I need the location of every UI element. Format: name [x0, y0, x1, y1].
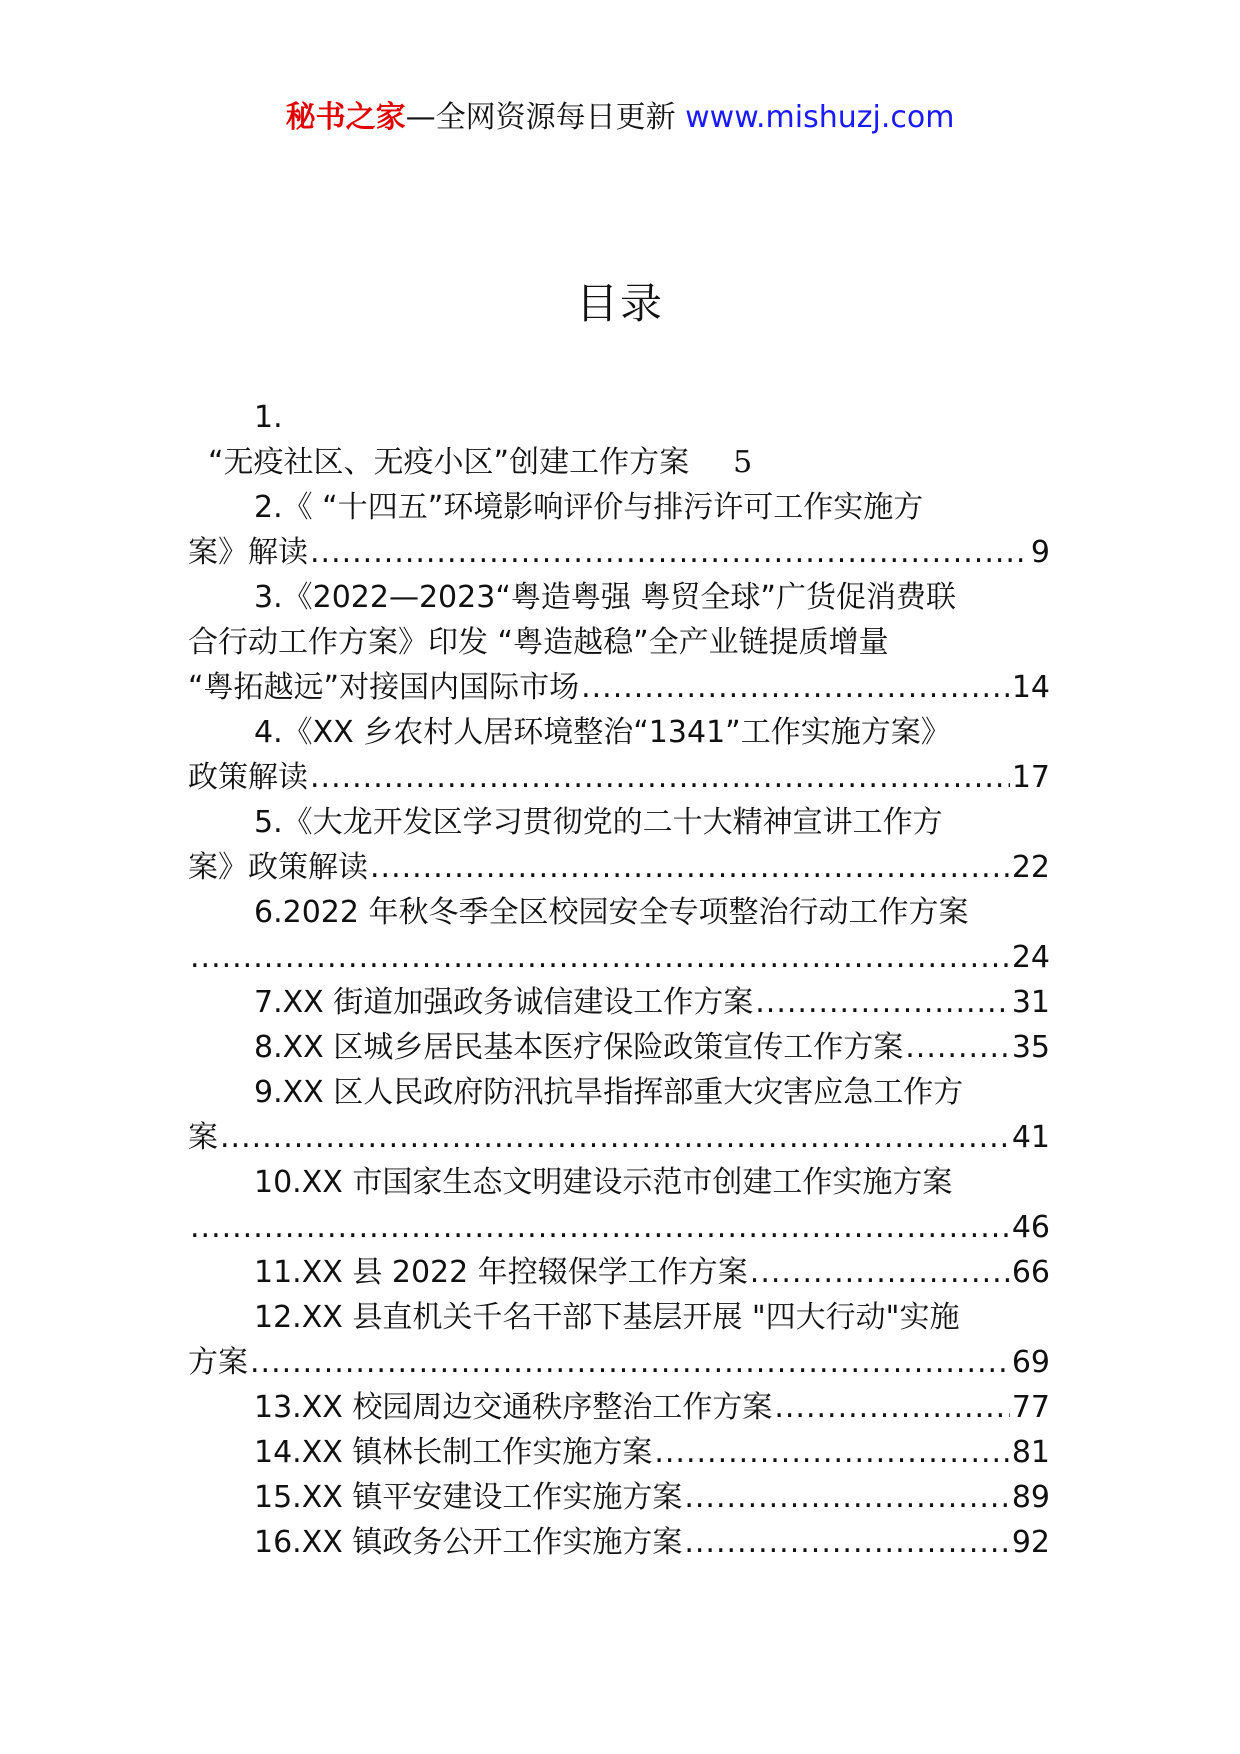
- toc-entry-6-line-2[interactable]: [188, 935, 1050, 980]
- toc-entry-10-line-1[interactable]: [188, 1160, 1050, 1205]
- dot-leader: [370, 845, 1010, 890]
- toc-entry-text: 2.《 “十四五”环境影响评价与排污许可工作实施方: [254, 490, 924, 525]
- dot-leader: [684, 1475, 1009, 1520]
- table-of-contents: [188, 395, 1050, 1565]
- toc-entry-1-line-1[interactable]: [188, 395, 1050, 440]
- dot-leader: [684, 1520, 1009, 1565]
- toc-entry-13[interactable]: [188, 1385, 1050, 1430]
- toc-page-number: 9: [1030, 535, 1050, 570]
- toc-entry-text: 9.XX 区人民政府防汛抗旱指挥部重大灾害应急工作方: [254, 1075, 964, 1110]
- toc-page-number: 22: [1011, 850, 1050, 885]
- toc-entry-4-line-2[interactable]: [188, 755, 1050, 800]
- toc-page-number: 24: [1011, 940, 1050, 975]
- dot-leader: [755, 980, 1010, 1025]
- dot-leader: [220, 1115, 1010, 1160]
- toc-entry-9-line-2[interactable]: [188, 1115, 1050, 1160]
- toc-page-number: 5: [733, 445, 753, 480]
- toc-entry-1-line-2[interactable]: [188, 440, 1050, 485]
- toc-entry-text: “无疫社区、无疫小区”创建工作方案: [208, 445, 690, 480]
- toc-entry-text: 11.XX 县 2022 年控辍保学工作方案: [254, 1255, 748, 1290]
- page-title: 目录: [575, 279, 664, 328]
- toc-entry-text: 案: [188, 1120, 218, 1155]
- toc-page-number: 77: [1011, 1390, 1050, 1425]
- toc-entry-text: 1.: [254, 400, 283, 435]
- toc-page-number: 66: [1011, 1255, 1050, 1290]
- toc-entry-10-line-2[interactable]: [188, 1205, 1050, 1250]
- toc-entry-2-line-1[interactable]: [188, 485, 1050, 530]
- toc-entry-3-line-2[interactable]: [188, 620, 1050, 665]
- dot-leader: [774, 1385, 1009, 1430]
- toc-entry-12-line-1[interactable]: [188, 1295, 1050, 1340]
- dot-leader: [905, 1025, 1010, 1070]
- toc-page-number: 17: [1011, 760, 1050, 795]
- toc-entry-text: 14.XX 镇林长制工作实施方案: [254, 1435, 653, 1470]
- toc-entry-text: 3.《2022—2023“粤造粤强 粤贸全球”广货促消费联: [254, 580, 956, 615]
- dot-leader: [310, 755, 1010, 800]
- toc-entry-2-line-2[interactable]: [188, 530, 1050, 575]
- toc-entry-text: 8.XX 区城乡居民基本医疗保险政策宣传工作方案: [254, 1030, 904, 1065]
- toc-entry-6-line-1[interactable]: [188, 890, 1050, 935]
- toc-entry-text: 15.XX 镇平安建设工作实施方案: [254, 1480, 683, 1515]
- toc-page-number: 89: [1011, 1480, 1050, 1515]
- toc-entry-11[interactable]: [188, 1250, 1050, 1295]
- toc-entry-text: 16.XX 镇政务公开工作实施方案: [254, 1525, 683, 1560]
- toc-entry-7[interactable]: [188, 980, 1050, 1025]
- toc-entry-text: 7.XX 街道加强政务诚信建设工作方案: [254, 985, 754, 1020]
- brand-name: 秘书之家: [285, 100, 406, 135]
- dot-leader: [581, 665, 1010, 710]
- header-slogan: —全网资源每日更新: [405, 100, 676, 135]
- toc-entry-text: 合行动工作方案》印发 “粤造越稳”全产业链提质增量: [188, 625, 889, 660]
- toc-entry-5-line-2[interactable]: [188, 845, 1050, 890]
- toc-page-number: 35: [1011, 1030, 1050, 1065]
- toc-entry-text: 4.《XX 乡农村人居环境整治“1341”工作实施方案》: [254, 715, 951, 750]
- toc-entry-15[interactable]: [188, 1475, 1050, 1520]
- toc-entry-3-line-1[interactable]: [188, 575, 1050, 620]
- dot-leader: [250, 1340, 1010, 1385]
- toc-entry-5-line-1[interactable]: [188, 800, 1050, 845]
- toc-page-number: 31: [1011, 985, 1050, 1020]
- toc-entry-text: 10.XX 市国家生态文明建设示范市创建工作实施方案: [254, 1165, 953, 1200]
- toc-entry-text: 5.《大龙开发区学习贯彻党的二十大精神宣讲工作方: [254, 805, 943, 840]
- toc-entry-text: 12.XX 县直机关千名干部下基层开展 "四大行动"实施: [254, 1300, 960, 1335]
- dot-leader: [750, 1250, 1010, 1295]
- dot-leader: [310, 530, 1029, 575]
- toc-entry-text: 6.2022 年秋冬季全区校园安全专项整治行动工作方案: [254, 895, 969, 930]
- toc-entry-12-line-2[interactable]: [188, 1340, 1050, 1385]
- toc-entry-text: 方案: [188, 1345, 248, 1380]
- toc-page-number: 41: [1011, 1120, 1050, 1155]
- toc-entry-16[interactable]: [188, 1520, 1050, 1565]
- dot-leader: [654, 1430, 1009, 1475]
- toc-entry-14[interactable]: [188, 1430, 1050, 1475]
- toc-page-number: 14: [1011, 670, 1050, 705]
- toc-entry-text: 13.XX 校园周边交通秩序整治工作方案: [254, 1390, 773, 1425]
- site-url-link[interactable]: www.mishuzj.com: [685, 100, 955, 135]
- toc-page-number: 69: [1011, 1345, 1050, 1380]
- toc-entry-3-line-3[interactable]: [188, 665, 1050, 710]
- toc-entry-8[interactable]: [188, 1025, 1050, 1070]
- toc-entry-4-line-1[interactable]: [188, 710, 1050, 755]
- dot-leader: [190, 935, 1010, 980]
- site-header: [0, 98, 1240, 138]
- toc-entry-text: 案》解读: [188, 535, 308, 570]
- toc-entry-text: 政策解读: [188, 760, 308, 795]
- toc-page-number: 92: [1011, 1525, 1050, 1560]
- dot-leader: [190, 1205, 1010, 1250]
- toc-page-number: 46: [1011, 1210, 1050, 1245]
- toc-entry-9-line-1[interactable]: [188, 1070, 1050, 1115]
- toc-entry-text: 案》政策解读: [188, 850, 368, 885]
- toc-page-number: 81: [1011, 1435, 1050, 1470]
- toc-entry-text: “粤拓越远”对接国内国际市场: [188, 670, 580, 705]
